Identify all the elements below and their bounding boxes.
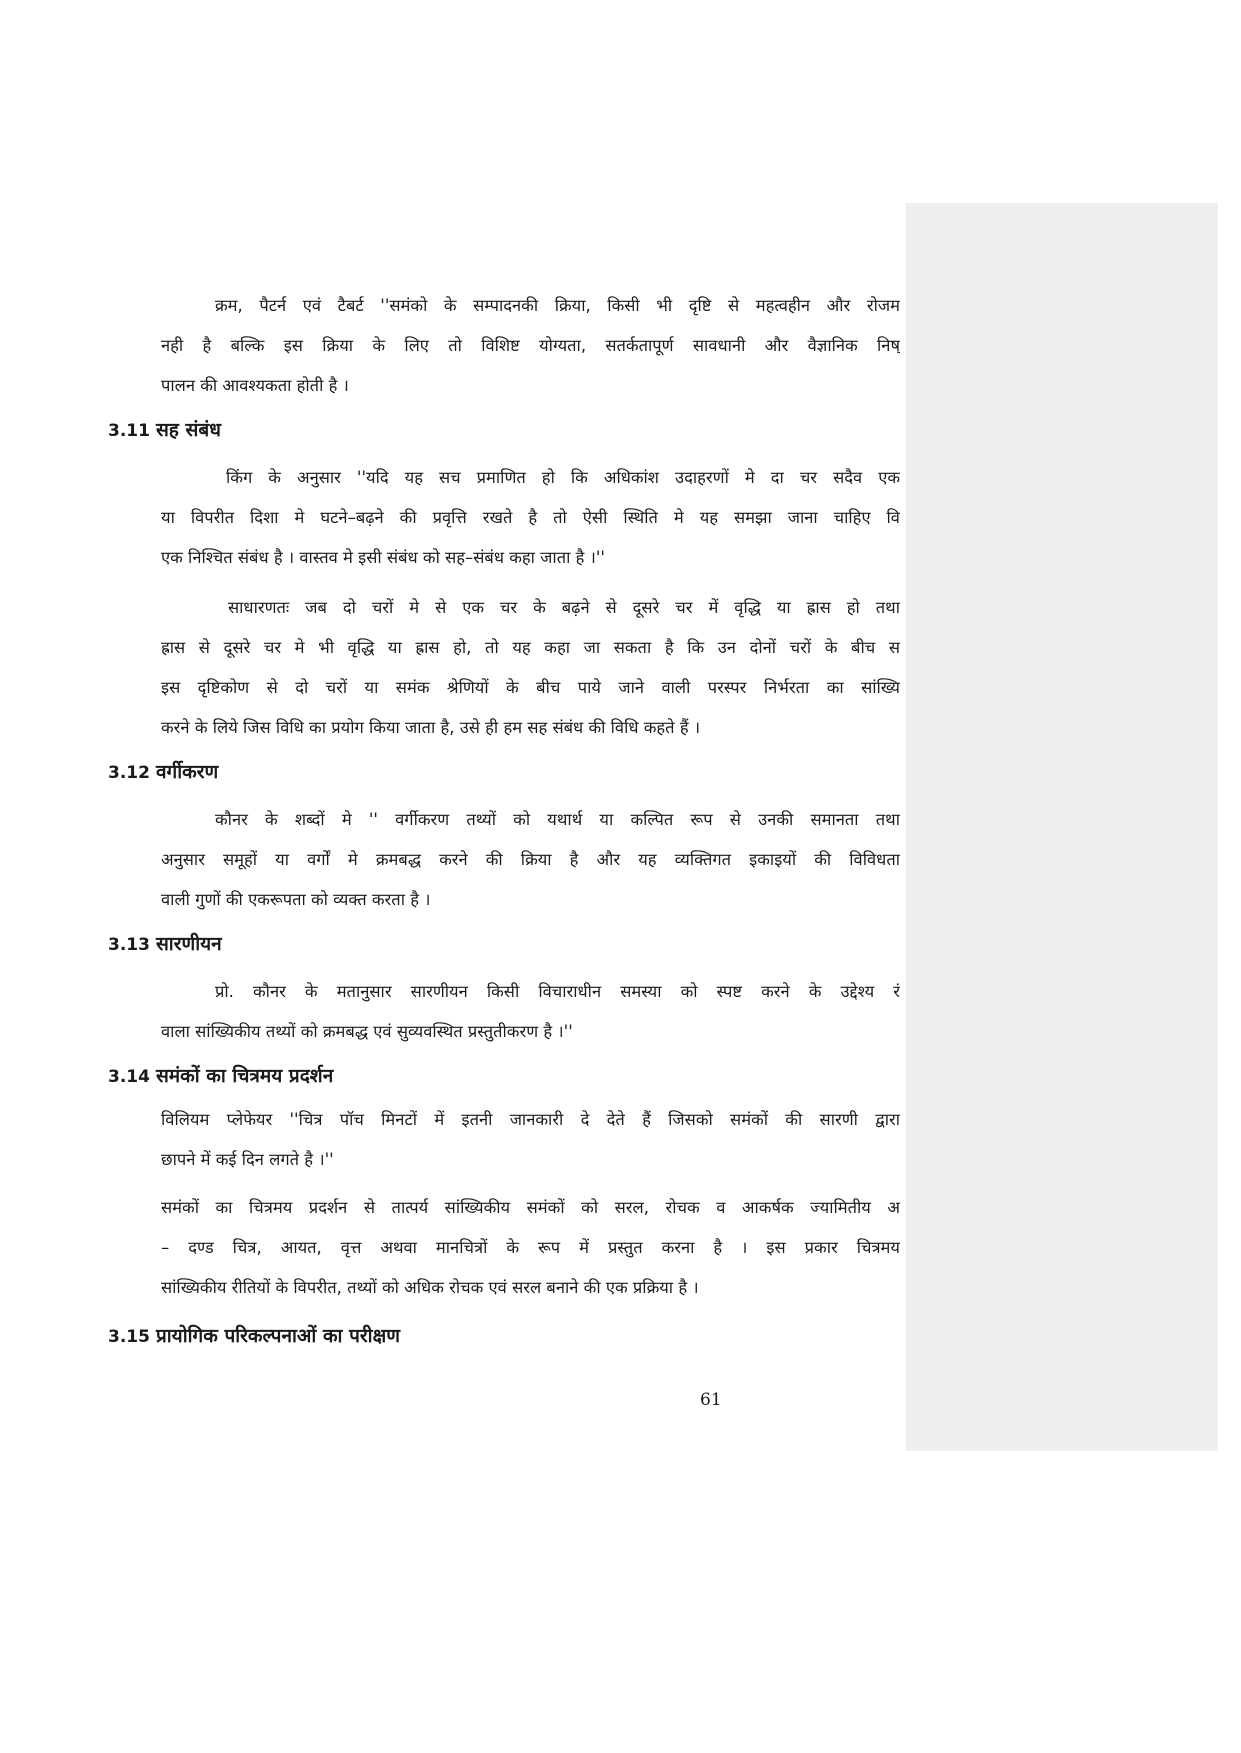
text-line: विलियम प्लेफेयर ''चित्र पॉच मिनटों में इतनी जानकारी दे देते हैं जिसको समंकों की सारणी द्वारा [161,1110,900,1129]
paragraph-tabulation [108,972,900,1052]
paragraph-king-quote [108,458,900,578]
page-number: 61 [700,1390,722,1410]
text-line: – दण्ड चित्र, आयत, वृत्त अथवा मानचित्रों के रूप में प्रस्तुत करना है । इस प्रकार चित्रमय [161,1238,900,1257]
section-title: वर्गीकरण [155,761,219,783]
section-heading-3-14 [108,1056,900,1096]
section-title: प्रायोगिक परिकल्पनाओं का परीक्षण [155,1325,400,1347]
section-heading-3-12 [108,752,900,792]
section-title: सारणीयन [155,933,222,955]
comment-margin-pane [906,203,1218,1451]
text-line: ह्रास से दूसरे चर मे भी वृद्धि या ह्रास हो, तो यह कहा जा सकता है कि उन दोनों चरों के बीच स [161,638,900,657]
text-line: प्रो. कौनर के मतानुसार सारणीयन किसी विचाराधीन समस्या को स्पष्ट करने के उद्देश्य रं [215,982,900,1001]
text-line: किंग के अनुसार ''यदि यह सच प्रमाणित हो कि अधिकांश उदाहरणों मे दा चर सदैव एक [226,468,900,487]
text-line: क्रम, पैटर्न एवं टैबर्ट ''समंको के सम्पादनकी क्रिया, किसी भी दृष्टि से महत्वहीन और रोजम [215,296,900,315]
paragraph-editing-quote [108,286,900,406]
section-number: 3.11 [108,421,150,441]
section-heading-3-11 [108,410,900,450]
text-line: सांख्यिकीय रीतियों के विपरीत, तथ्यों को अधिक रोचक एवं सरल बनाने की एक प्रक्रिया है । [161,1278,699,1297]
paragraph-playfair-quote [108,1100,900,1180]
section-number: 3.14 [108,1067,150,1087]
text-line: नही है बल्कि इस क्रिया के लिए तो विशिष्ट योग्यता, सतर्कतापूर्ण सावधानी और वैज्ञानिक निष् [161,336,900,355]
section-title: समंकों का चित्रमय प्रदर्शन [155,1065,334,1087]
section-number: 3.12 [108,763,150,783]
section-heading-3-15 [108,1316,900,1356]
section-number: 3.13 [108,935,150,955]
text-line: साधारणतः जब दो चरों मे से एक चर के बढ़ने से दूसरे चर में वृद्धि या ह्रास हो तथा [228,598,900,617]
text-line: इस दृष्टिकोण से दो चरों या समंक श्रेणियों के बीच पाये जाने वाली परस्पर निर्भरता का सांख्यि [161,678,900,697]
text-line: वाला सांख्यिकीय तथ्यों को क्रमबद्ध एवं सुव्यवस्थित प्रस्तुतीकरण है ।'' [161,1022,573,1041]
text-line: करने के लिये जिस विधि का प्रयोग किया जाता है, उसे ही हम सह संबंध की विधि कहते हैं । [161,718,701,737]
section-number: 3.15 [108,1327,150,1347]
text-line: छापने में कई दिन लगते है ।'' [161,1150,334,1169]
text-line: अनुसार समूहों या वर्गों मे क्रमबद्ध करने की क्रिया है और यह व्यक्तिगत इकाइयों की विविधता [161,850,900,869]
text-line: वाली गुणों की एकरूपता को व्यक्त करता है । [161,890,431,909]
text-line: समंकों का चित्रमय प्रदर्शन से तात्पर्य सांख्यिकीय समंकों को सरल, रोचक व आकर्षक ज्यामितीय अ [161,1198,900,1217]
paragraph-diagrammatic-presentation [108,1188,900,1308]
paragraph-classification [108,800,900,920]
text-line: पालन की आवश्यकता होती है । [161,376,349,395]
paragraph-correlation-definition [108,588,900,748]
section-title: सह संबंध [155,419,221,441]
section-heading-3-13 [108,924,900,964]
text-line: कौनर के शब्दों मे '' वर्गीकरण तथ्यों को यथार्थ या कल्पित रूप से उनकी समानता तथा [215,810,900,829]
document-body [108,286,900,1356]
text-line: एक निश्चित संबंध है । वास्तव मे इसी संबंध को सह–संबंध कहा जाता है ।'' [161,548,605,567]
text-line: या विपरीत दिशा मे घटने–बढ़ने की प्रवृत्ति रखते है तो ऐसी स्थिति मे यह समझा जाना चाहिए वि [161,508,900,527]
